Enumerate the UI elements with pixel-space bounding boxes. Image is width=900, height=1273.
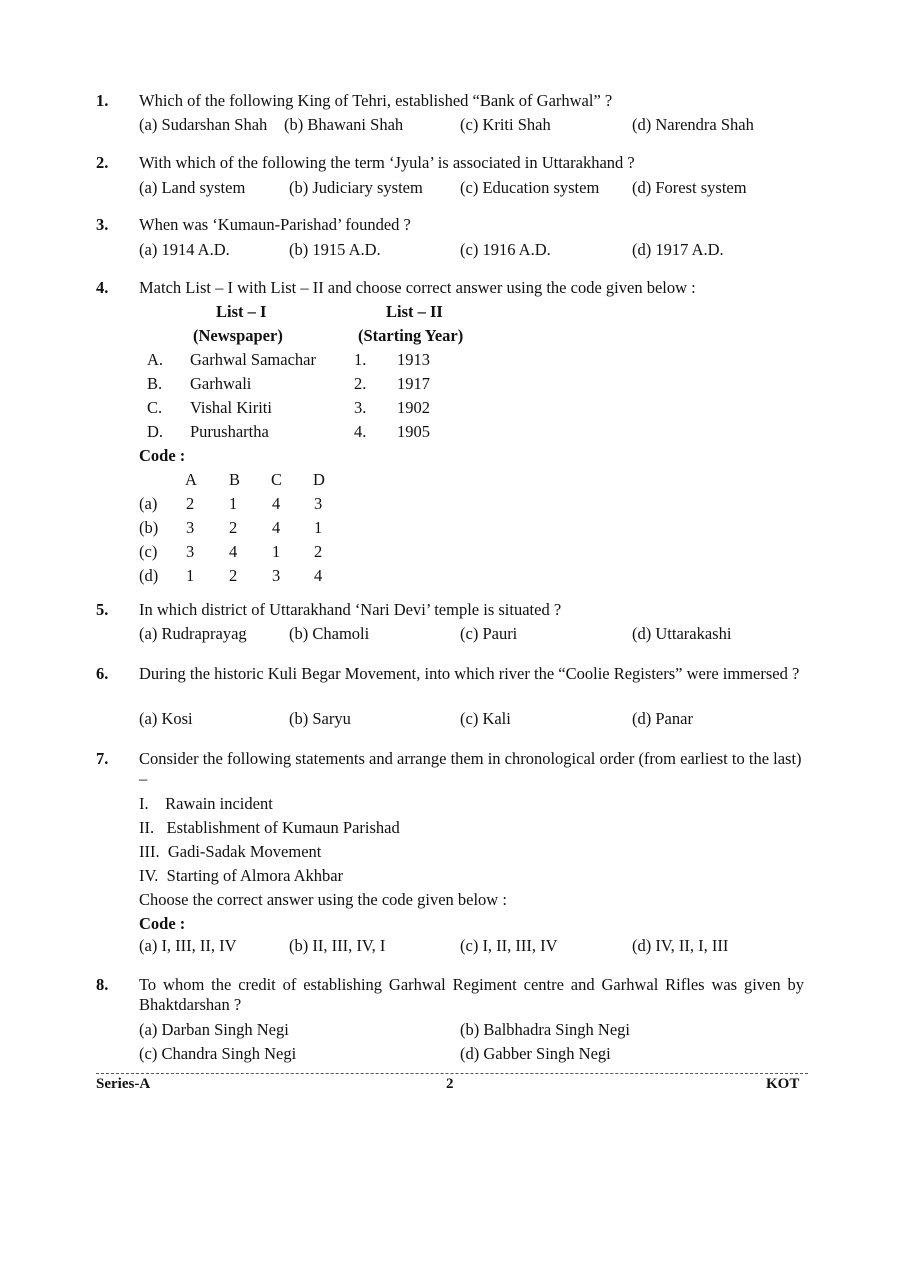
option-c: (c) Education system bbox=[460, 178, 600, 197]
question-number: 3. bbox=[96, 215, 109, 234]
question-text: Match List – I with List – II and choose correct answer using the code given below : bbox=[139, 278, 696, 297]
footer-series: Series-A bbox=[96, 1076, 151, 1092]
options-row bbox=[139, 624, 804, 646]
question-text: Which of the following King of Tehri, established “Bank of Garhwal” ? bbox=[139, 91, 613, 110]
list2-item: 1917 bbox=[397, 374, 430, 393]
list2-title: List – II bbox=[386, 302, 443, 321]
option-d: (d) Narendra Shah bbox=[632, 115, 754, 134]
question-text: During the historic Kuli Begar Movement, into which river the “Coolie Registers” were immersed ? bbox=[139, 664, 800, 683]
option-a: (a) I, III, II, IV bbox=[139, 936, 237, 955]
code-cell: 4 bbox=[229, 542, 238, 561]
code-cell: 1 bbox=[272, 542, 281, 561]
code-label: Code : bbox=[139, 914, 186, 933]
options-row bbox=[139, 709, 804, 731]
option-c: (c) 1916 A.D. bbox=[460, 240, 551, 259]
list2-label: 2. bbox=[354, 374, 367, 393]
option-b: (b) Chamoli bbox=[289, 624, 370, 643]
options-row bbox=[139, 240, 804, 262]
list1-subtitle: (Newspaper) bbox=[193, 326, 283, 345]
list1-label: B. bbox=[147, 374, 163, 393]
question-number: 4. bbox=[96, 278, 109, 297]
list2-label: 3. bbox=[354, 398, 367, 417]
list1-label: C. bbox=[147, 398, 163, 417]
list2-item: 1913 bbox=[397, 350, 430, 369]
code-cell: 4 bbox=[272, 518, 281, 537]
code-cell: 1 bbox=[229, 494, 238, 513]
options-row bbox=[139, 178, 804, 200]
statement: I. Rawain incident bbox=[139, 794, 273, 813]
code-row-label: (c) bbox=[139, 542, 158, 561]
code-cell: 3 bbox=[186, 542, 195, 561]
option-a: (a) Darban Singh Negi bbox=[139, 1020, 289, 1039]
list1-title: List – I bbox=[216, 302, 267, 321]
code-row-label: (b) bbox=[139, 518, 159, 537]
code-cell: 2 bbox=[229, 518, 238, 537]
question-text: With which of the following the term ‘Jyula’ is associated in Uttarakhand ? bbox=[139, 153, 635, 172]
question-text: To whom the credit of establishing Garhwal Regiment centre and Garhwal Rifles was given by Bhaktdarshan ? bbox=[139, 975, 804, 1014]
list1-item: Purushartha bbox=[190, 422, 269, 441]
option-b: (b) Bhawani Shah bbox=[284, 115, 404, 134]
code-header: A bbox=[185, 470, 197, 489]
option-c: (c) I, II, III, IV bbox=[460, 936, 558, 955]
footer-code: KOT bbox=[766, 1076, 800, 1092]
option-b: (b) Balbhadra Singh Negi bbox=[460, 1020, 631, 1039]
option-d: (d) IV, II, I, III bbox=[632, 936, 729, 955]
question-text: Consider the following statements and arrange them in chronological order (from earliest to the last) – bbox=[139, 749, 802, 788]
choose-instruction: Choose the correct answer using the code given below : bbox=[139, 890, 507, 909]
option-b: (b) II, III, IV, I bbox=[289, 936, 386, 955]
question-4 bbox=[96, 278, 816, 583]
code-cell: 1 bbox=[314, 518, 323, 537]
footer-page-number: 2 bbox=[446, 1076, 454, 1092]
option-a: (a) Kosi bbox=[139, 709, 193, 728]
list2-subtitle: (Starting Year) bbox=[358, 326, 464, 345]
code-cell: 2 bbox=[186, 494, 195, 513]
code-cell: 3 bbox=[272, 566, 281, 585]
option-a: (a) Rudraprayag bbox=[139, 624, 247, 643]
list2-item: 1902 bbox=[397, 398, 430, 417]
list1-item: Vishal Kiriti bbox=[190, 398, 272, 417]
question-number: 7. bbox=[96, 749, 109, 768]
code-cell: 4 bbox=[314, 566, 323, 585]
option-d: (d) Uttarakashi bbox=[632, 624, 732, 643]
option-a: (a) Land system bbox=[139, 178, 246, 197]
option-b: (b) Judiciary system bbox=[289, 178, 423, 197]
option-c: (c) Chandra Singh Negi bbox=[139, 1044, 297, 1063]
statement: II. Establishment of Kumaun Parishad bbox=[139, 818, 400, 837]
code-header: D bbox=[313, 470, 325, 489]
option-c: (c) Kali bbox=[460, 709, 511, 728]
code-cell: 1 bbox=[186, 566, 195, 585]
statement: III. Gadi-Sadak Movement bbox=[139, 842, 322, 861]
list1-item: Garhwal Samachar bbox=[190, 350, 316, 369]
code-header: C bbox=[271, 470, 283, 489]
options-row bbox=[139, 1044, 804, 1066]
code-cell: 3 bbox=[314, 494, 323, 513]
code-cell: 2 bbox=[229, 566, 238, 585]
option-d: (d) Panar bbox=[632, 709, 693, 728]
option-a: (a) Sudarshan Shah bbox=[139, 115, 268, 134]
option-b: (b) Saryu bbox=[289, 709, 351, 728]
question-text: When was ‘Kumaun-Parishad’ founded ? bbox=[139, 215, 411, 234]
option-c: (c) Kriti Shah bbox=[460, 115, 551, 134]
option-d: (d) 1917 A.D. bbox=[632, 240, 724, 259]
footer-divider bbox=[96, 1073, 808, 1074]
option-b: (b) 1915 A.D. bbox=[289, 240, 381, 259]
code-cell: 2 bbox=[314, 542, 323, 561]
list2-label: 4. bbox=[354, 422, 367, 441]
code-row-label: (d) bbox=[139, 566, 159, 585]
options-row bbox=[139, 1020, 804, 1042]
code-header: B bbox=[229, 470, 241, 489]
question-number: 5. bbox=[96, 600, 109, 619]
statement: IV. Starting of Almora Akhbar bbox=[139, 866, 344, 885]
option-a: (a) 1914 A.D. bbox=[139, 240, 230, 259]
options-row bbox=[139, 936, 804, 958]
option-d: (d) Gabber Singh Negi bbox=[460, 1044, 611, 1063]
question-text: In which district of Uttarakhand ‘Nari Devi’ temple is situated ? bbox=[139, 600, 562, 619]
question-number: 8. bbox=[96, 975, 109, 994]
list1-label: D. bbox=[147, 422, 164, 441]
question-number: 6. bbox=[96, 664, 109, 683]
option-d: (d) Forest system bbox=[632, 178, 747, 197]
code-cell: 4 bbox=[272, 494, 281, 513]
options-row bbox=[139, 115, 804, 137]
list1-label: A. bbox=[147, 350, 164, 369]
option-c: (c) Pauri bbox=[460, 624, 518, 643]
list1-item: Garhwali bbox=[190, 374, 252, 393]
question-number: 2. bbox=[96, 153, 109, 172]
list2-label: 1. bbox=[354, 350, 367, 369]
list2-item: 1905 bbox=[397, 422, 430, 441]
code-row-label: (a) bbox=[139, 494, 158, 513]
code-label: Code : bbox=[139, 446, 186, 465]
question-number: 1. bbox=[96, 91, 109, 110]
code-cell: 3 bbox=[186, 518, 195, 537]
